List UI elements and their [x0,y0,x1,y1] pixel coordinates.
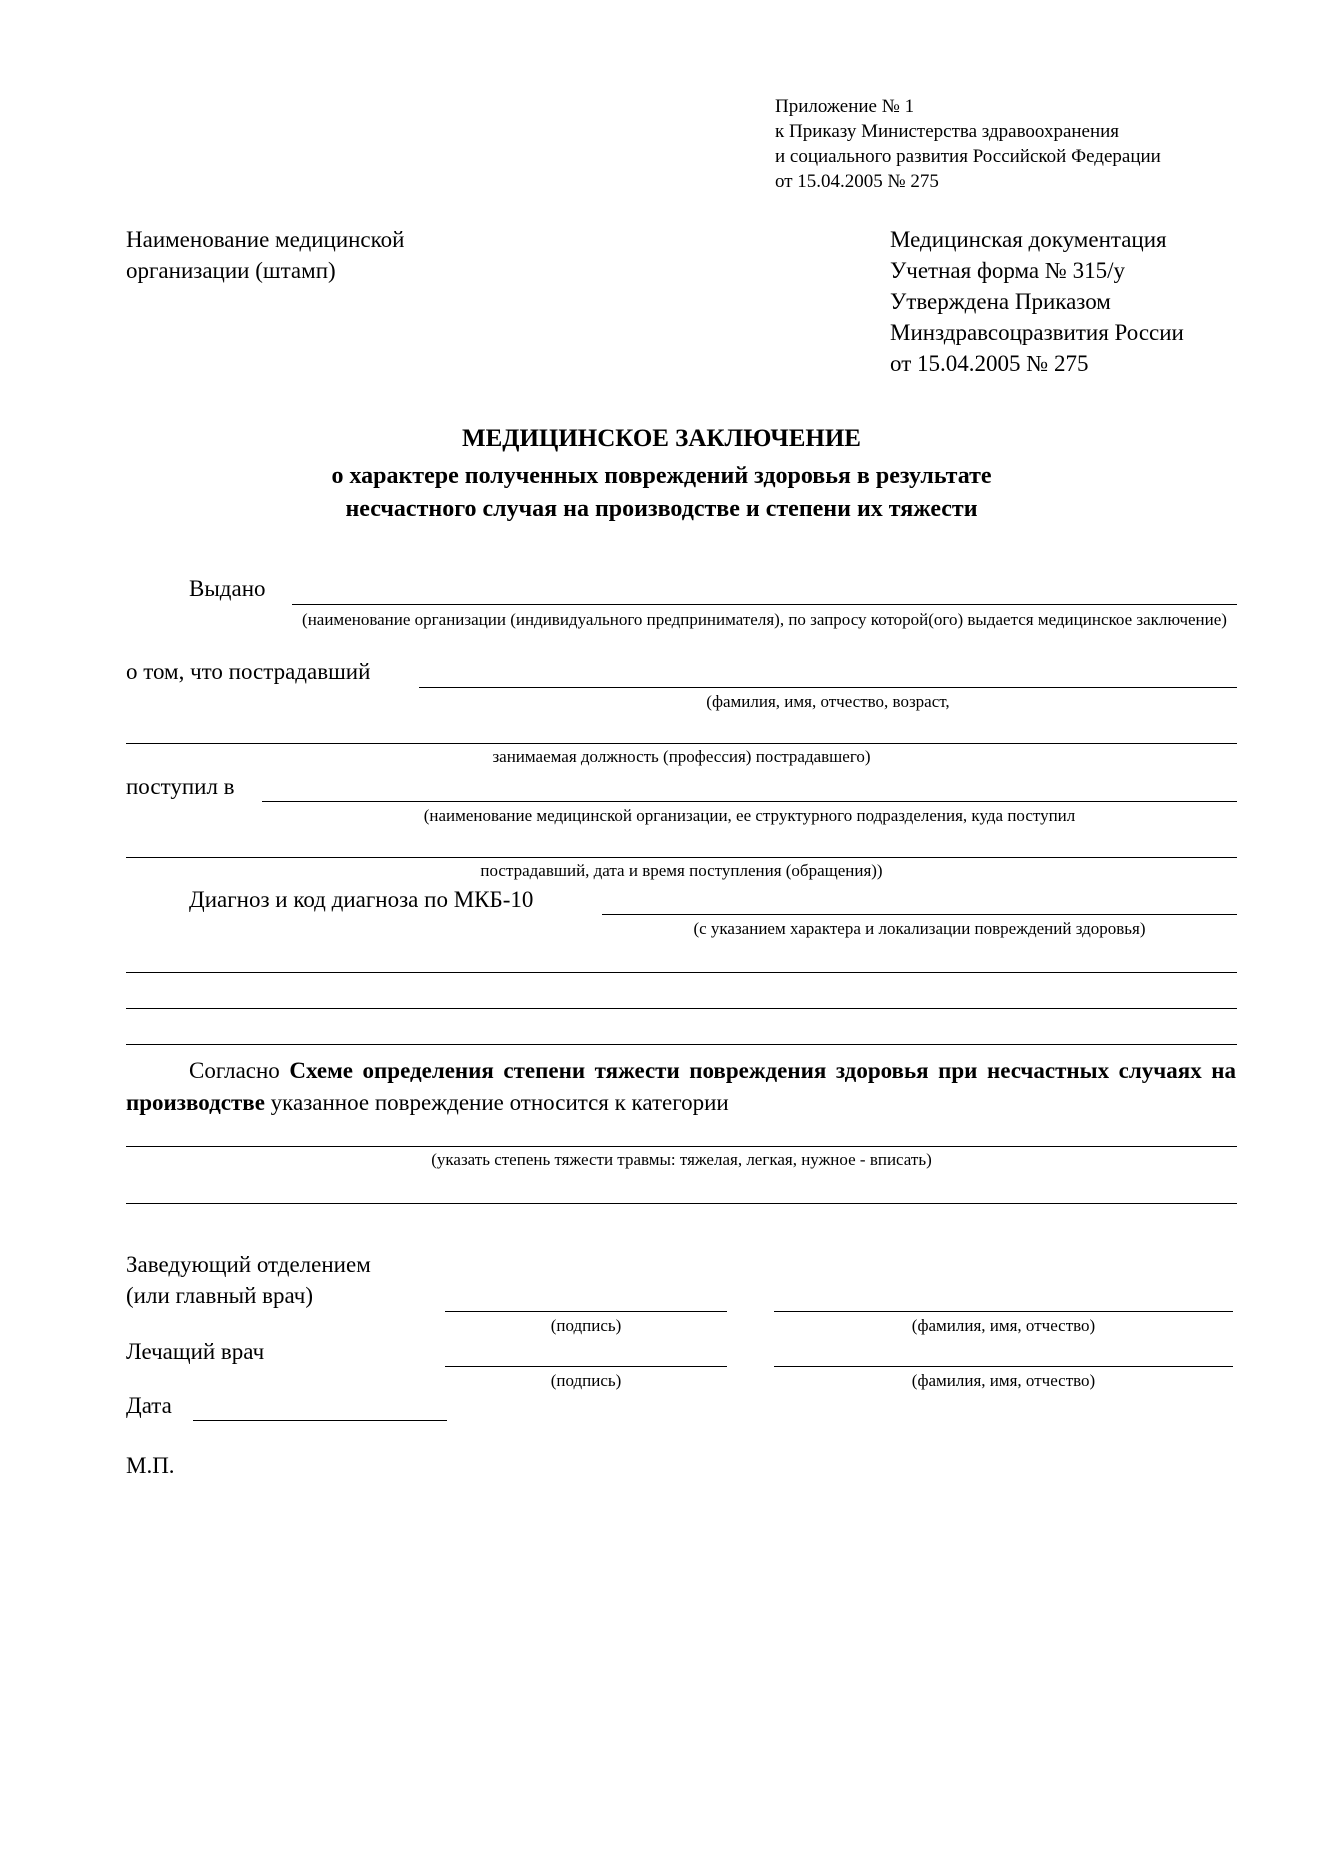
head-label-line-1: Заведующий отделением [126,1252,371,1277]
diagnosis-label: Диагноз и код диагноза по МКБ-10 [189,887,534,912]
victim-hint: (фамилия, имя, отчество, возраст, [706,692,950,711]
head-signature-line[interactable] [445,1311,727,1312]
org-stamp-block [126,224,404,286]
admitted-field-line-2[interactable] [126,857,1237,858]
conclusion-prefix: Согласно [189,1058,280,1083]
head-label-line-2: (или главный врач) [126,1283,314,1308]
diagnosis-field-line[interactable] [602,914,1237,915]
annex-header [775,94,1161,194]
victim-label: о том, что пострадавший [126,659,371,684]
doc-info-line-3: Утверждена Приказом [890,289,1111,314]
doctor-name-line[interactable] [774,1366,1233,1367]
diagnosis-field-line-3[interactable] [126,1008,1237,1009]
doctor-signature-line[interactable] [445,1366,727,1367]
diagnosis-field-line-2[interactable] [126,972,1237,973]
head-signature-hint: (подпись) [550,1316,622,1335]
date-field-line[interactable] [193,1420,447,1421]
position-hint: занимаемая должность (профессия) пострадавшего) [492,747,871,766]
annex-line-4: от 15.04.2005 № 275 [775,171,939,192]
head-name-line[interactable] [774,1311,1233,1312]
diagnosis-hint: (с указанием характера и локализации повреждений здоровья) [693,919,1146,938]
issued-label: Выдано [189,576,266,601]
document-subtitle-1: о характере полученных повреждений здоровья в результате [331,463,992,489]
issued-hint: (наименование организации (индивидуального предпринимателя), по запросу которой(ого) выдается медицинское заключение) [302,610,1227,629]
doctor-label: Лечащий врач [126,1339,265,1364]
annex-line-1: Приложение № 1 [775,96,915,117]
admitted-hint: (наименование медицинской организации, ее структурного подразделения, куда поступил [423,806,1076,825]
severity-field-line[interactable] [126,1146,1237,1147]
diagnosis-field-line-4[interactable] [126,1044,1237,1045]
document-title: МЕДИЦИНСКОЕ ЗАКЛЮЧЕНИЕ [462,425,861,452]
doctor-name-hint: (фамилия, имя, отчество) [911,1371,1096,1390]
admitted-field-line[interactable] [262,801,1237,802]
doc-info-line-5: от 15.04.2005 № 275 [890,351,1089,376]
annex-line-2: к Приказу Министерства здравоохранения [775,121,1120,142]
doc-info-line-1: Медицинская документация [890,227,1167,252]
severity-field-line-2[interactable] [126,1203,1237,1204]
doctor-signature-hint: (подпись) [550,1371,622,1390]
doc-info-block [890,224,1184,379]
seal-label: М.П. [126,1453,175,1478]
conclusion-scheme-reference: Схеме определения степени тяжести повреждения здоровья при несчастных случаях на производстве [126,1058,1236,1115]
severity-hint: (указать степень тяжести травмы: тяжелая, легкая, нужное - вписать) [431,1150,932,1169]
head-name-hint: (фамилия, имя, отчество) [911,1316,1096,1335]
doc-info-line-4: Минздравсоцразвития России [890,320,1184,345]
org-stamp-line-2: организации (штамп) [126,258,336,283]
org-stamp-line-1: Наименование медицинской [126,227,405,252]
admitted-label: поступил в [126,774,235,799]
conclusion-paragraph [126,1055,1236,1119]
admitted-hint-2: пострадавший, дата и время поступления (обращения)) [480,861,883,880]
annex-line-3: и социального развития Российской Федерации [775,146,1161,167]
conclusion-suffix: указанное повреждение относится к категории [270,1090,729,1115]
issued-field-line[interactable] [292,604,1237,605]
document-subtitle-2: несчастного случая на производстве и степени их тяжести [345,496,978,522]
victim-field-line[interactable] [419,687,1237,688]
position-field-line[interactable] [126,743,1237,744]
date-label: Дата [126,1393,172,1418]
doc-info-line-2: Учетная форма № 315/у [890,258,1125,283]
